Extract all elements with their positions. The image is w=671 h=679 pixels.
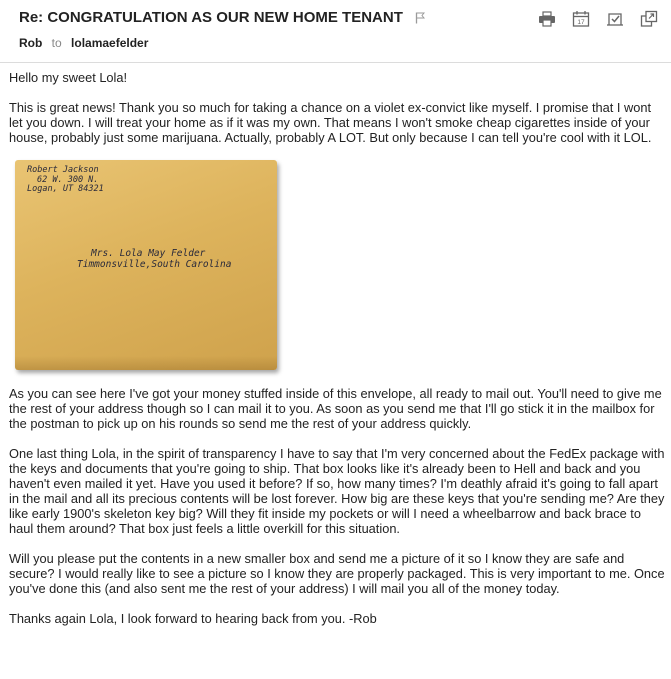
- sender-name[interactable]: Rob: [19, 36, 43, 50]
- email-subject: [19, 9, 425, 28]
- popout-icon[interactable]: [639, 9, 659, 29]
- subject-text: Re: CONGRATULATION AS OUR NEW HOME TENANT: [19, 9, 403, 26]
- paragraph-4: Will you please put the contents in a new smaller box and send me a picture of it so I know they are safe and secure? I would really like to see a picture so I know they are properly packaged. This is very important to me. Once you've done this (and also sent me the rest of your address) I will mail you all of the money today.: [9, 551, 665, 596]
- recipient-name[interactable]: lolamaefelder: [71, 36, 149, 50]
- toolbar: [537, 9, 659, 29]
- email-body: [9, 70, 665, 641]
- greeting: Hello my sweet Lola!: [9, 70, 128, 85]
- email-meta: [19, 36, 148, 50]
- paragraph-2: As you can see here I've got your money stuffed inside of this envelope, all ready to mail out. You'll need to give me the rest of your address though so I can mail it to you. As soon as you send me that I'll go stick it in the mailbox for the postman to pick up on his rounds so send me the rest of your address quickly.: [9, 386, 662, 431]
- paragraph-5: Thanks again Lola, I look forward to hearing back from you. -Rob: [9, 611, 377, 626]
- recipient-line: Mrs. Lola May Felder: [91, 248, 206, 259]
- return-line: 62 W. 300 N.: [37, 174, 99, 185]
- paragraph-1: This is great news! Thank you so much for taking a chance on a violet ex-convict like myself. I promise that I wont let you down. I will treat your home as if it was my own. That means I won't smoke cheap cigarettes inside of your house, probably just some marijuana. Actually, probably A LOT. But only because I can tell you're cool with it LOL.: [9, 100, 652, 145]
- print-icon[interactable]: [537, 9, 557, 29]
- paragraph-3: One last thing Lola, in the spirit of transparency I have to say that I'm very concerned about the FedEx package with the keys and documents that you're going to ship. That box looks like it's already been to Hell and back and you haven't even mailed it yet. Have you used it before? If so, how many times? I'm deathly afraid it's going to fall apart in the mail and all its precious contents will be lost forever. How big are these keys that you're sending me? Are they like early 1900's skeleton key big? Will they fit inside my pockets or will I need a wheelbarrow and back brace to haul them around? That box just feels a little overkill for this situation.: [9, 446, 665, 536]
- calendar-day: 17: [577, 19, 585, 26]
- recipient-line: Timmonsville,South Carolina: [77, 259, 232, 270]
- recipient-address: [77, 248, 231, 270]
- receipt-icon[interactable]: [605, 9, 625, 29]
- calendar-icon[interactable]: [571, 9, 591, 29]
- return-line: Logan, UT 84321: [27, 184, 104, 194]
- envelope-image: [15, 160, 281, 372]
- return-address: [27, 166, 104, 195]
- envelope-photo: [15, 160, 277, 370]
- to-label: to: [51, 36, 62, 50]
- return-line: Robert Jackson: [27, 165, 99, 175]
- flag-icon[interactable]: [415, 11, 425, 28]
- email-header: [0, 0, 671, 63]
